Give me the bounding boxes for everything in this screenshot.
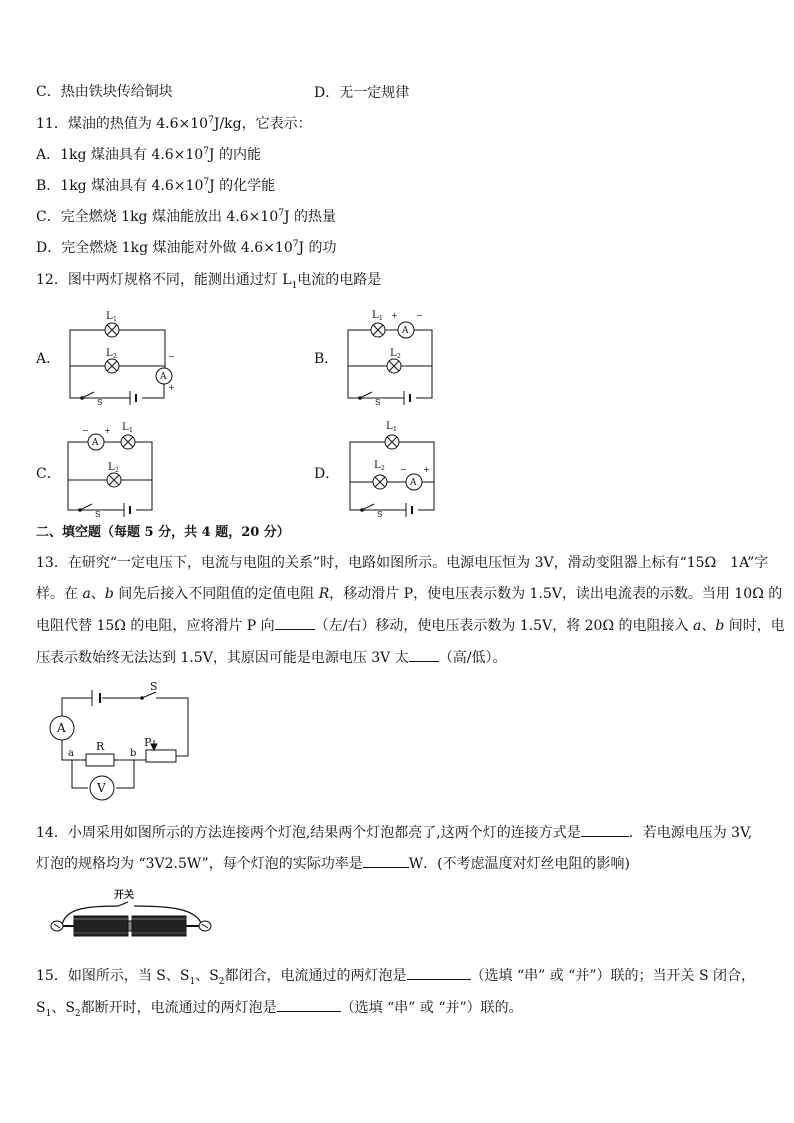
minus-label: − (82, 426, 89, 435)
q13-line-4 (36, 647, 506, 668)
q15-blank-2[interactable] (277, 997, 341, 1012)
q12-circuit-c (58, 420, 168, 520)
plus-label: + (168, 383, 175, 392)
q15-l1-post: （选填 “串” 或 “并”）联的；当开关 S 闭合， (470, 968, 755, 984)
q15-l2-s: S (36, 1000, 46, 1016)
q15-l2-mid: 、S (51, 1000, 75, 1016)
lamp-icon (385, 435, 399, 449)
q15-l1-s1: 1 (189, 976, 196, 987)
plus-label: + (391, 311, 398, 320)
bulb-icon (51, 921, 63, 931)
q13-l2-b: b (104, 586, 114, 602)
switch-label: S (377, 510, 383, 519)
bulb-icon (199, 921, 211, 931)
ammeter-label: A (92, 438, 99, 448)
q14-blank-1[interactable] (581, 822, 629, 837)
switch-label: S (375, 398, 381, 407)
q13-l2-pre: 样。在 (36, 586, 83, 602)
q13-blank-1[interactable] (275, 615, 315, 630)
q11-c-pre: C．完全燃烧 1kg 煤油能放出 4.6×10 (36, 209, 279, 225)
q11-option-d (36, 238, 337, 258)
l1-label: L (372, 310, 379, 321)
q13-l2-mid2: 间先后接入不同阻值的定值电阻 (113, 586, 319, 602)
lamp-icon (105, 323, 119, 337)
lamp-icon (373, 475, 387, 489)
q14-l1-pre: 14．小周采用如图所示的方法连接两个灯泡,结果两个灯泡都亮了,这两个灯的连接方式是 (36, 825, 581, 841)
q11-option-b (36, 176, 275, 196)
q11-a-pre: A．1kg 煤油具有 4.6×10 (36, 147, 204, 163)
q13-l2-r: R (318, 586, 330, 602)
q13-line-1: 13．在研究“一定电压下，电流与电阻的关系”时，电路如图所示。电源电压恒为 3V，滑动变阻器上标有“15Ω 1A”字 (36, 555, 769, 571)
q11-c-exp: 7 (278, 208, 284, 219)
q11-stem-text: 11．煤油的热值为 4.6×10 (36, 116, 209, 132)
ammeter-label: A (402, 326, 409, 336)
l1-sub: 1 (379, 315, 383, 322)
q12-label-a: A． (36, 351, 61, 367)
q14-line-2 (36, 853, 630, 874)
l2-sub: 2 (381, 465, 385, 472)
l1-sub: 1 (113, 316, 117, 323)
q13-l3-mid: 、 (701, 618, 716, 634)
q13-l3-end: 间时，电 (724, 618, 785, 634)
q11-option-c (36, 207, 336, 227)
q11-b-post: J 的化学能 (209, 178, 276, 194)
l1-label: L (122, 422, 129, 433)
q11-c-post: J 的热量 (283, 209, 337, 225)
q12-stem-pre: 12．图中两灯规格不同，能测出通过灯 L (36, 272, 292, 288)
q15-l1-mid2: 都闭合，电流通过的两灯泡是 (224, 968, 407, 984)
q14-line-1 (36, 822, 752, 843)
l1-label: L (386, 421, 393, 432)
q11-a-exp: 7 (203, 146, 209, 157)
q14-l1-post: ．若电源电压为 3V, (628, 825, 753, 841)
q15-l1-pre: 15．如图所示，当 S、S (36, 968, 190, 984)
q15-line-2 (36, 997, 523, 1018)
q13-circuit (44, 680, 194, 805)
switch-label: 开关 (114, 890, 134, 901)
q15-line-1 (36, 965, 755, 986)
lamp-icon (107, 473, 121, 487)
switch-label: S (150, 680, 158, 693)
q11-a-post: J 的内能 (208, 147, 261, 163)
q13-l2-a: a (82, 586, 91, 602)
q13-l3-post: （左/右）移动，使电压表示数为 1.5V，将 20Ω 的电阻接入 (314, 618, 693, 634)
q12-circuit-a (60, 306, 190, 406)
switch-label: S (95, 510, 101, 519)
voltmeter-label: V (97, 781, 106, 795)
l2-label: L (108, 462, 115, 473)
l1-sub: 1 (393, 426, 397, 433)
q13-l3-pre: 电阻代替 15Ω 的电阻，应将滑片 P 向 (36, 618, 275, 634)
minus-label: − (416, 311, 423, 320)
q12-label-d: D． (314, 466, 340, 482)
q12-stem-post: 电流的电路是 (297, 272, 382, 288)
q11-stem (36, 114, 312, 134)
l2-label: L (390, 348, 397, 359)
q13-line-2 (36, 584, 782, 604)
q13-line-3 (36, 615, 785, 636)
q15-l2-pre: 都断开时，电流通过的两灯泡是 (80, 1000, 277, 1016)
q14-blank-2[interactable] (363, 853, 409, 868)
q11-d-post: J 的功 (298, 240, 337, 256)
lamp-icon (387, 359, 401, 373)
l2-sub: 2 (397, 353, 401, 360)
lamp-icon (371, 323, 385, 337)
l1-label: L (106, 311, 113, 322)
minus-label: − (400, 465, 407, 474)
q12-stem (36, 270, 381, 290)
q13-l2-post: ，移动滑片 P，使电压表示数为 1.5V，读出电流表的示数。当用 10Ω 的 (329, 586, 783, 602)
q13-l2-mid: 、 (90, 586, 105, 602)
q14-l2-post: W．(不考虑温度对灯丝电阻的影响) (408, 856, 631, 872)
q15-blank-1[interactable] (407, 965, 471, 980)
point-a-label: a (68, 748, 74, 759)
q12-circuit-b (338, 306, 448, 406)
q12-circuit-d (340, 418, 450, 518)
q11-b-exp: 7 (203, 177, 210, 188)
q12-label-b: B． (314, 351, 339, 367)
minus-label: − (168, 352, 175, 361)
l1-sub: 1 (129, 427, 133, 434)
q11-option-a (36, 145, 261, 165)
ammeter-label: A (160, 372, 167, 382)
q13-l4-post: （高/低）。 (438, 650, 507, 666)
l2-label: L (374, 460, 381, 471)
lamp-icon (105, 359, 119, 373)
q11-stem-exp: 7 (208, 115, 214, 126)
q13-l4-pre: 压表示数始终无法达到 1.5V，其原因可能是电源电压 3V 太 (36, 650, 409, 666)
q13-l3-a: a (692, 618, 702, 634)
q15-l1-mid: 、S (195, 968, 219, 984)
q12-label-c: C． (36, 466, 61, 482)
q13-blank-2[interactable] (409, 647, 439, 662)
l2-sub: 2 (113, 353, 117, 360)
q15-l1-s2: 2 (218, 976, 225, 987)
q10-option-c: C．热由铁块传给铜块 (36, 84, 173, 100)
slider-label: P (144, 736, 152, 749)
plus-label: + (423, 465, 430, 474)
q11-d-exp: 7 (292, 239, 299, 250)
l2-sub: 2 (115, 467, 119, 474)
q11-b-pre: B．1kg 煤油具有 4.6×10 (36, 178, 204, 194)
q13-l3-b: b (715, 618, 725, 634)
q15-l2-s2: 2 (74, 1008, 81, 1019)
resistor-label: R (96, 740, 105, 753)
q10-option-d: D．无一定规律 (314, 85, 410, 101)
q14-battery-picture (48, 886, 218, 944)
point-b-label: b (130, 748, 137, 759)
l2-label: L (106, 348, 113, 359)
lamp-icon (121, 435, 135, 449)
q14-l2-pre: 灯泡的规格均为 “3V2.5W”，每个灯泡的实际功率是 (36, 856, 363, 872)
q12-stem-sub: 1 (291, 280, 298, 291)
ammeter-label: A (57, 721, 66, 735)
switch-label: S (97, 398, 103, 407)
section-2-title: 二、填空题（每题 5 分，共 4 题，20 分） (36, 525, 290, 540)
q11-stem-text-2: J/kg，它表示： (213, 116, 312, 132)
q15-l2-s1: 1 (45, 1008, 52, 1019)
q15-l2-post: （选填 “串” 或 “并”）联的。 (340, 1000, 523, 1016)
plus-label: + (104, 426, 111, 435)
q11-d-pre: D．完全燃烧 1kg 煤油能对外做 4.6×10 (36, 240, 293, 256)
ammeter-label: A (410, 478, 417, 488)
